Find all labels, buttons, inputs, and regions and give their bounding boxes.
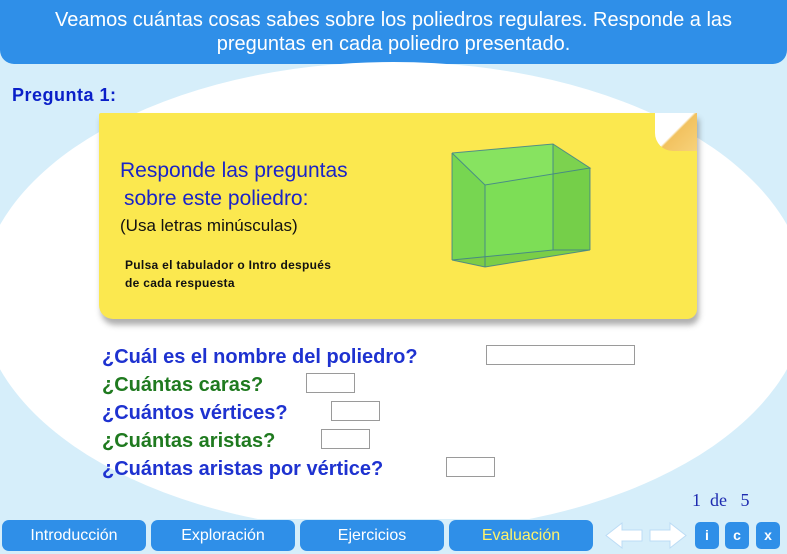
cube-right-face bbox=[553, 144, 590, 250]
question-faces: ¿Cuántas caras? bbox=[102, 374, 264, 396]
question-edges: ¿Cuántas aristas? bbox=[102, 430, 276, 452]
answer-vertices-input[interactable] bbox=[331, 401, 380, 421]
note-hint-line-1: Pulsa el tabulador o Intro después bbox=[125, 258, 332, 272]
note-curl-corner bbox=[655, 113, 697, 151]
instructions-header bbox=[0, 0, 787, 64]
nav-exploration-button[interactable]: Exploración bbox=[151, 520, 295, 551]
previous-arrow-icon[interactable] bbox=[604, 521, 644, 550]
note-line-1: Responde las preguntas bbox=[120, 159, 348, 182]
nav-exercises-button[interactable]: Ejercicios bbox=[300, 520, 444, 551]
instructions-line-1: Veamos cuántas cosas sabes sobre los poliedros regulares. Responde a las bbox=[54, 9, 733, 31]
next-arrow-icon[interactable] bbox=[648, 521, 688, 550]
question-number-title: Pregunta 1: bbox=[12, 85, 117, 105]
question-vertices: ¿Cuántos vértices? bbox=[102, 402, 288, 424]
question-name: ¿Cuál es el nombre del poliedro? bbox=[102, 346, 418, 368]
cube-illustration bbox=[440, 140, 600, 305]
nav-evaluation-button[interactable]: Evaluación bbox=[449, 520, 593, 551]
page-indicator: 1 de 5 bbox=[692, 490, 750, 510]
note-line-3: (Usa letras minúsculas) bbox=[120, 216, 298, 235]
question-edges-per-vertex: ¿Cuántas aristas por vértice? bbox=[102, 458, 384, 480]
instructions-line-2: preguntas en cada poliedro presentado. bbox=[216, 33, 571, 55]
info-button[interactable]: i bbox=[695, 522, 719, 549]
credits-button[interactable]: c bbox=[725, 522, 749, 549]
answer-edges-per-vertex-input[interactable] bbox=[446, 457, 495, 477]
note-hint bbox=[125, 256, 331, 292]
answer-faces-input[interactable] bbox=[306, 373, 355, 393]
answer-name-input[interactable] bbox=[486, 345, 635, 365]
note-line-2: sobre este poliedro: bbox=[124, 187, 309, 210]
nav-introduction-button[interactable]: Introducción bbox=[2, 520, 146, 551]
note-hint-line-2: de cada respuesta bbox=[125, 276, 235, 290]
close-button[interactable]: x bbox=[756, 522, 780, 549]
answer-edges-input[interactable] bbox=[321, 429, 370, 449]
